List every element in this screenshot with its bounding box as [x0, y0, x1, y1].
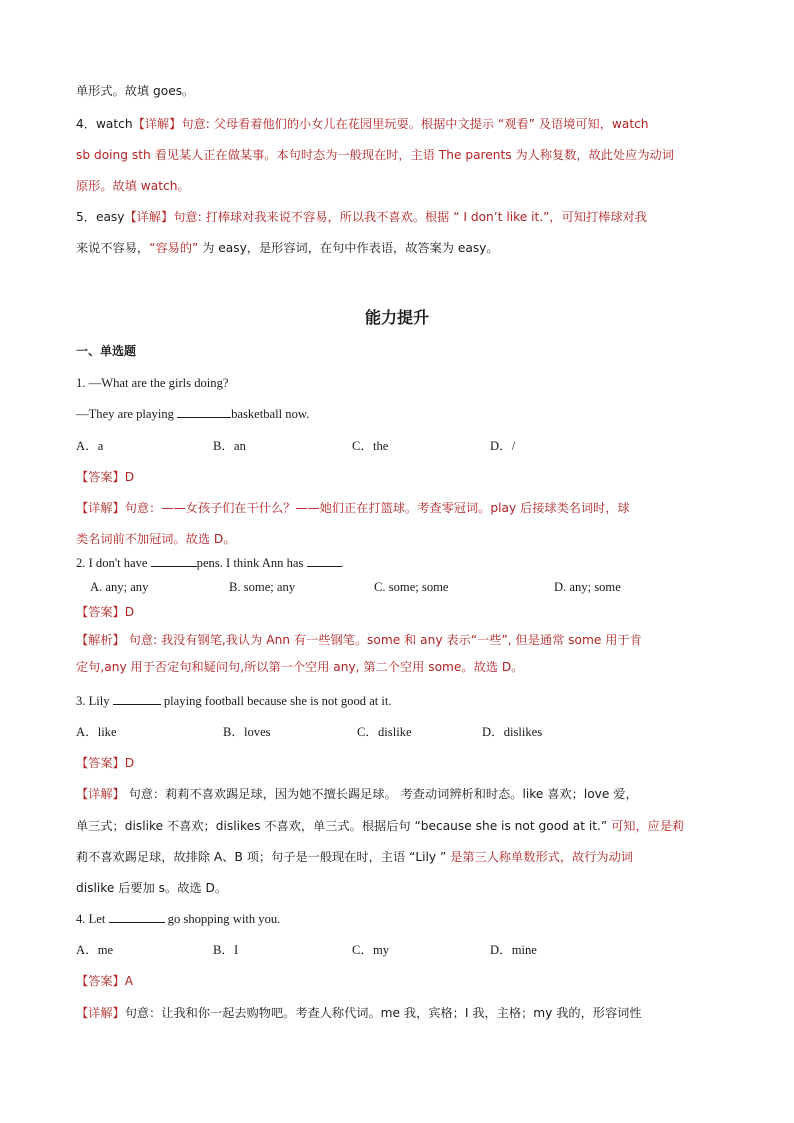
q3-answer-value: D [124, 756, 135, 770]
q4-text-a: 4. Let [76, 912, 109, 926]
prev-line-1: 单形式。故填 goes。 [76, 84, 195, 98]
q1-stem: 1. —What are the girls doing? [76, 376, 229, 390]
q3-text-a: 3. Lily [76, 694, 113, 708]
q4-detail-text: 句意：让我和你一起去购物吧。考查人称代词。me 我，宾格；I 我，主格；my 我的，形容词性 [124, 1006, 642, 1020]
q2-detail-text: 句意: 我没有钢笔,我认为 Ann 有一些钢笔。some 和 any 表示“一些”, 但是通常 some 用于肯 [124, 633, 642, 647]
q2-blank-2 [307, 554, 341, 567]
q3-blank [113, 692, 161, 705]
q1-detail-line-2: 类名词前不加冠词。故选 D。 [76, 532, 236, 546]
analysis-label: 【解析】 [76, 633, 125, 647]
prev-q4-detail: 句意: 父母看着他们的小女儿在花园里玩耍。根据中文提示 “观看” 及语境可知，watch [181, 117, 649, 131]
q2-detail-line-1 [76, 631, 642, 649]
prev-q4-line-3: 原形。故填 watch。 [76, 179, 190, 193]
q2-text-a: 2. I don't have [76, 556, 151, 570]
q2-blank-1 [151, 554, 197, 567]
prev-q4-line-2: sb doing sth 看见某人正在做某事。本句时态为一般现在时，主语 The parents 为人称复数，故此处应为动词 [76, 148, 674, 162]
q3-detail-line-4: dislike 后要加 s。故选 D。 [76, 881, 228, 895]
q1-text-a: —They are playing [76, 407, 178, 421]
detail-label: 【详解】 [132, 117, 182, 131]
q3-option-b: B．loves [223, 725, 271, 739]
q3-detail-text-3a: 莉不喜欢踢足球，故排除 A、B 项；句子是一般现在时，主语 “Lily ” [76, 850, 447, 864]
prev-q4-word: 4．watch [76, 117, 133, 131]
q1-line-2 [76, 405, 309, 423]
q1-detail-line-1 [76, 499, 630, 517]
section-heading: 一、单选题 [76, 344, 137, 358]
q4-option-c: C．my [352, 943, 390, 957]
q3-option-d: D．dislikes [482, 725, 543, 739]
q2-option-b: B. some; any [229, 580, 296, 594]
q3-option-a: A．like [76, 725, 117, 739]
q3-text-b: playing football because she is not good at it. [160, 694, 392, 708]
q3-detail-text-2a: 单三式；dislike 不喜欢；dislikes 不喜欢，单三式。根据后句 “because she is not good at it.” [76, 819, 608, 833]
q4-stem [76, 910, 280, 928]
q3-detail-text-2b: 可知，应是莉 [607, 819, 685, 833]
q4-blank [109, 910, 165, 923]
q3-stem [76, 692, 392, 710]
q1-option-c: C．the [352, 439, 389, 453]
q2-option-c: C. some; some [374, 580, 449, 594]
q3-option-c: C．dislike [357, 725, 412, 739]
q4-text-b: go shopping with you. [164, 912, 281, 926]
answer-label: 【答案】 [76, 974, 125, 988]
q2-stem [76, 554, 344, 572]
q1-answer [76, 468, 134, 486]
prev-q5-detail: 句意: 打棒球对我来说不容易，所以我不喜欢。根据 “ I don’t like it.”，可知打棒球对我 [173, 210, 647, 224]
detail-label: 【详解】 [124, 210, 174, 224]
q1-option-d: D．/ [490, 439, 516, 453]
prev-q5-text-end: 为 easy，是形容词，在句中作表语，故答案为 easy。 [198, 241, 499, 255]
q3-answer [76, 754, 134, 772]
q3-detail-text: 句意：莉莉不喜欢踢足球，因为她不擅长踢足球。 考查动词辨析和时态。like 喜欢；love 爱， [124, 787, 638, 801]
q1-answer-value: D [124, 470, 135, 484]
q3-detail-text-3b: 是第三人称单数形式，故行为动词 [446, 850, 633, 864]
q2-option-a: A. any; any [90, 580, 149, 594]
answer-label: 【答案】 [76, 756, 125, 770]
prev-q5-line-1 [76, 208, 647, 226]
answer-label: 【答案】 [76, 605, 125, 619]
q2-answer-value: D [124, 605, 135, 619]
q1-text-b: basketball now. [231, 407, 310, 421]
q4-answer-value: A [124, 974, 134, 988]
q1-option-b: B．an [213, 439, 246, 453]
q1-detail-text: 句意：——女孩子们在干什么？——她们正在打篮球。考查零冠词。play 后接球类名词时，球 [124, 501, 630, 515]
q2-text-b: pens. I think Ann has [196, 556, 307, 570]
prev-q4-line-1 [76, 115, 649, 133]
answer-label: 【答案】 [76, 470, 125, 484]
q4-detail-line-1 [76, 1004, 642, 1022]
q3-detail-line-1 [76, 785, 638, 803]
page-title: 能力提升 [364, 308, 429, 327]
q2-option-d: D. any; some [554, 580, 621, 594]
detail-label: 【详解】 [76, 787, 125, 801]
prev-q5-word: 5．easy [76, 210, 125, 224]
prev-q5-line-2 [76, 239, 499, 257]
q4-option-d: D．mine [490, 943, 537, 957]
q4-option-a: A．me [76, 943, 114, 957]
q2-detail-line-2: 定句,any 用于否定句和疑问句,所以第一个空用 any, 第二个空用 some。故选 D。 [76, 660, 524, 674]
q3-detail-line-2 [76, 817, 684, 835]
q1-blank [177, 405, 231, 418]
prev-q5-highlight: “容易的” [149, 241, 199, 255]
q2-answer [76, 603, 134, 621]
q1-option-a: A．a [76, 439, 104, 453]
q3-detail-line-3 [76, 848, 633, 866]
q4-option-b: B．I [213, 943, 239, 957]
q2-text-c: . [340, 556, 344, 570]
detail-label: 【详解】 [76, 1006, 125, 1020]
prev-q5-text: 来说不容易， [76, 241, 150, 255]
detail-label: 【详解】 [76, 501, 125, 515]
q4-answer [76, 972, 133, 990]
